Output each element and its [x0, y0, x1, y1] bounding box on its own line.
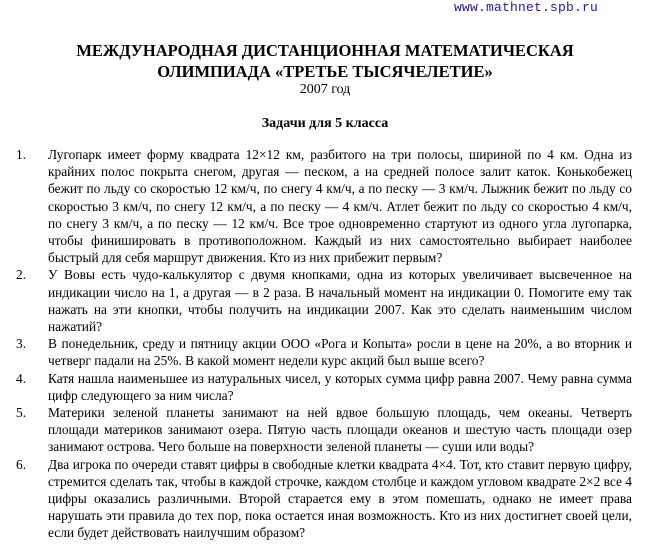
problem-text: У Вовы есть чудо-калькулятор с двумя кнопками, одна из которых увеличивает высвеченное на индикации число на 1, а другая — в 2 раза. В начальный момент на индикации 0. Помогите ему так нажать на эти кнопки, чтобы получить на индикации 2007. Как это сделать наименьшим числом нажатий?: [48, 267, 632, 335]
site-url: www.mathnet.spb.ru: [453, 0, 598, 15]
problem-text: Материки зеленой планеты занимают на ней вдвое большую площадь, чем океаны. Четверть площади материков занимают озера. Пятую часть площади океанов и шестую часть площади озер занимают острова. Чего больше на поверхности зеленой планеты — суши или воды?: [48, 405, 632, 455]
problem-number: 2.: [16, 267, 27, 283]
problem-item: [16, 335, 632, 369]
olympiad-year: 2007 год: [299, 82, 351, 97]
grade-subtitle: Задачи для 5 класса: [261, 116, 389, 131]
problem-number: 6.: [16, 456, 27, 472]
problem-list: [16, 146, 632, 542]
problem-number: 4.: [16, 370, 27, 386]
problem-item: [16, 146, 632, 266]
problem-item: [16, 266, 632, 335]
title-line-1: МЕЖДУНАРОДНАЯ ДИСТАНЦИОННАЯ МАТЕМАТИЧЕСКАЯ: [76, 41, 574, 60]
title-line-2: ОЛИМПИАДА «ТРЕТЬЕ ТЫСЯЧЕЛЕТИЕ»: [157, 62, 493, 81]
problem-text: В понедельник, среду и пятницу акции ООО «Рога и Копыта» росли в цене на 20%, а во вторник и четверг падали на 25%. В какой момент недели курс акций был выше всего?: [48, 336, 632, 369]
olympiad-title: [0, 40, 650, 82]
problem-number: 3.: [16, 336, 27, 352]
problem-text: Лугопарк имеет форму квадрата 12×12 км, разбитого на три полосы, шириной по 4 км. Одна из крайних полос покрыта снегом, другая — песком, а на средней полосе залит каток. Конькобежец бежит по льду со скоростью 12 км/ч, по снегу 4 км/ч, а по песку — 3 км/ч. Лыжник бежит по льду со скоростью 3 км/ч, по снегу 12 км/ч, а по песку — 4 км/ч. Атлет бежит по льду со скоростью 4 км/ч, по снегу 3 км/ч, а по песку — 12 км/ч. Все трое одновременно стартуют из одного угла лугопарка, чтобы финишировать в противоположном. Каждый из них самостоятельно выбирает наиболее быстрый для себя маршрут движения. Кто из них прибежит первым?: [48, 147, 632, 266]
problem-item: [16, 456, 632, 542]
problem-item: [16, 404, 632, 456]
problem-item: [16, 370, 632, 404]
problem-number: 5.: [16, 405, 27, 421]
problem-text: Катя нашла наименьшее из натуральных чисел, у которых сумма цифр равна 2007. Чему равна сумма цифр следующего за ним числа?: [48, 370, 632, 403]
problem-number: 1.: [16, 147, 27, 162]
problem-text: Два игрока по очереди ставят цифры в свободные клетки квадрата 4×4. Тот, кто ставит первую цифру, стремится сделать так, чтобы в каждой строчке, каждом столбце и каждом угловом квадрате 2×2 все 4 цифры оказались различными. Второй старается ему в этом помешать, однако не имеет права нарушать эти правила до тех пор, пока остается иная возможность. Кто из них достигнет своей цели, если будет действовать наилучшим образом?: [48, 456, 632, 541]
